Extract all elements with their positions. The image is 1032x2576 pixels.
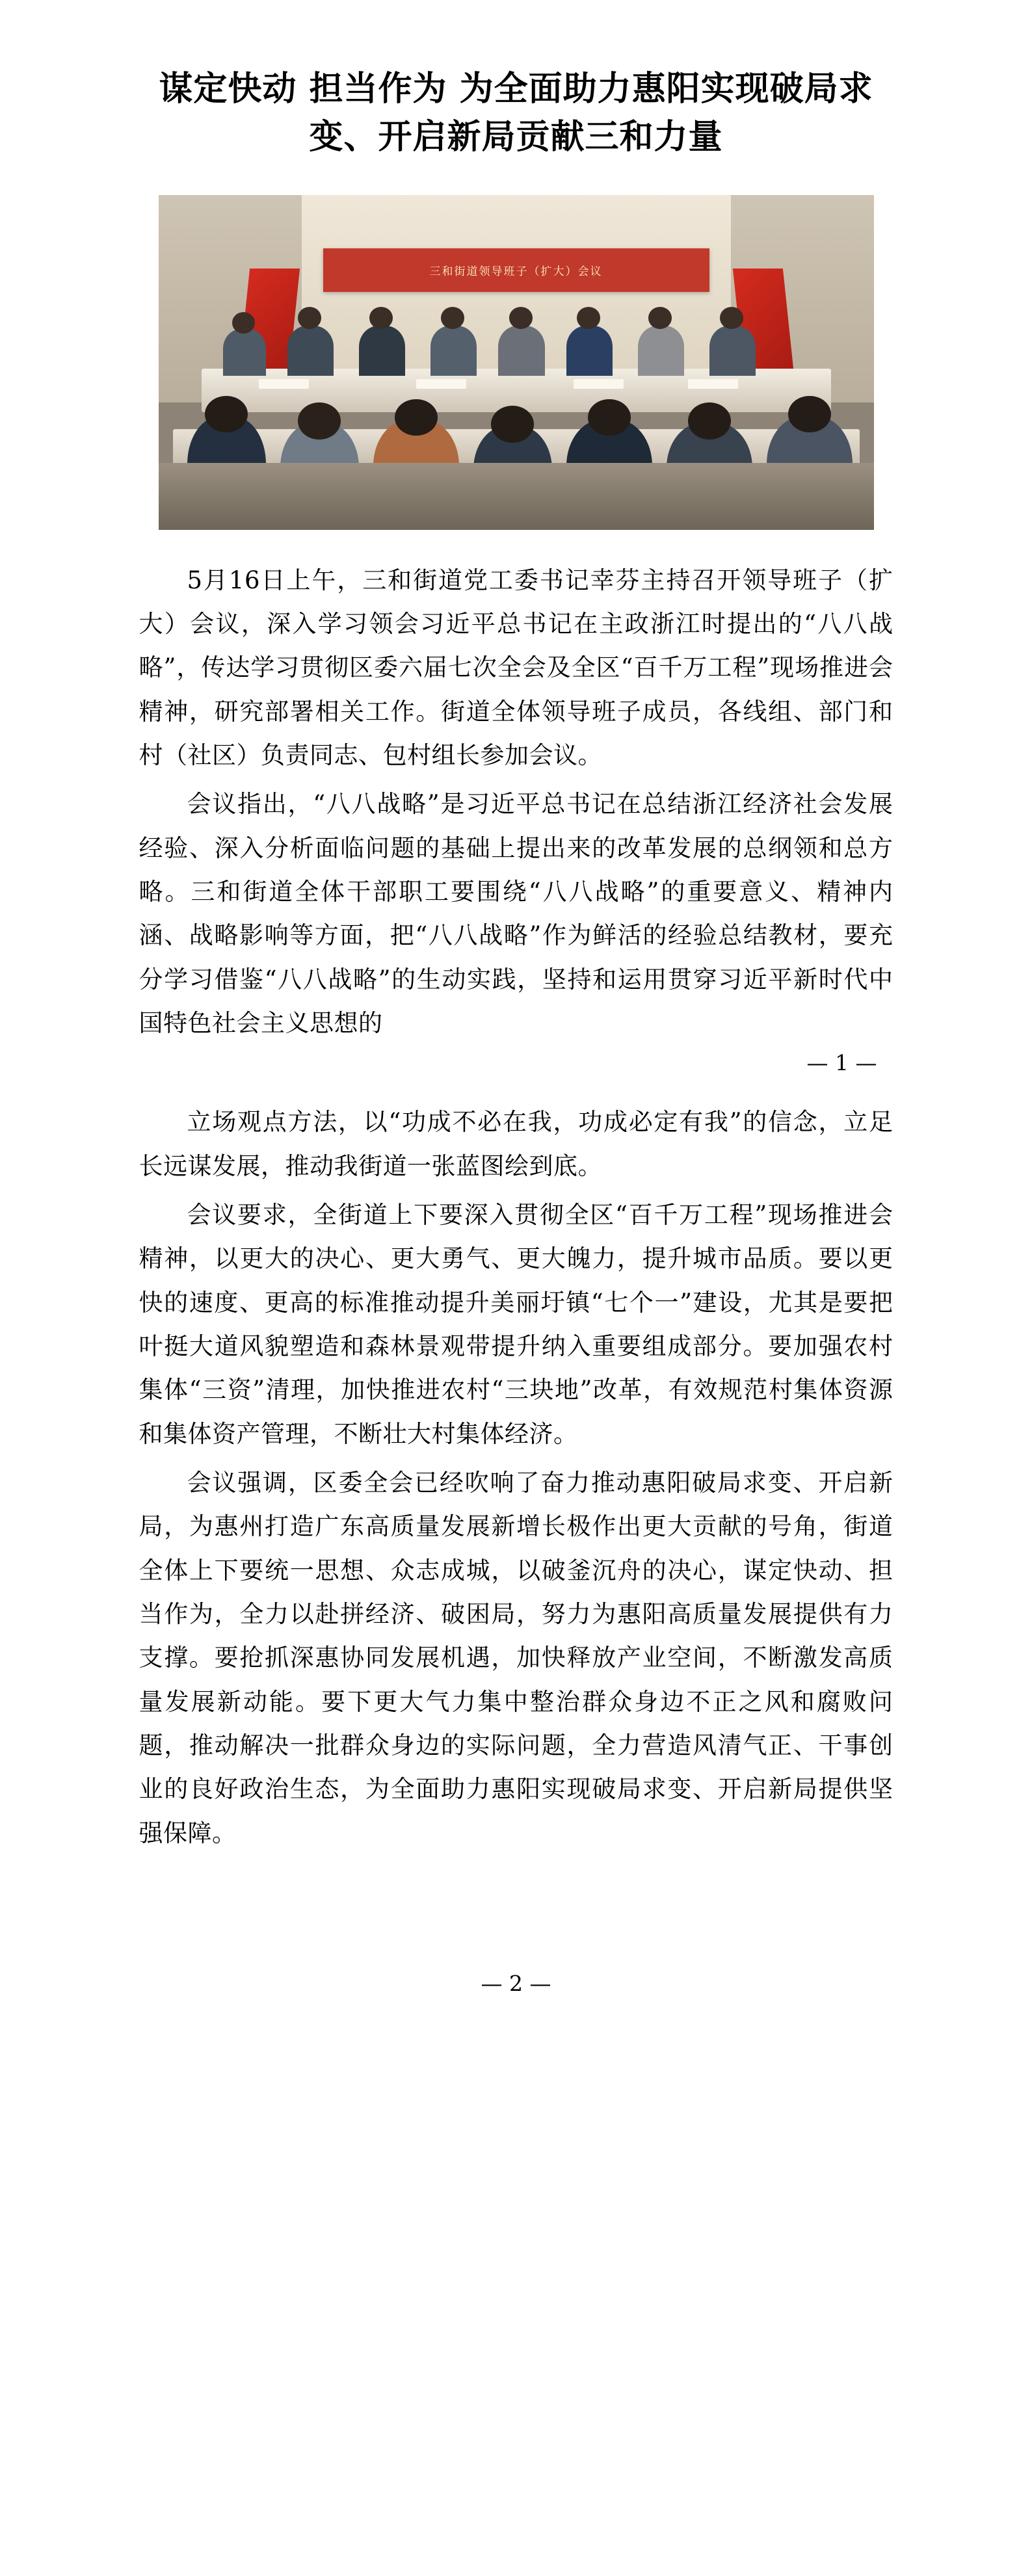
photo-person-head [788,396,831,433]
photo-person-head [588,399,631,436]
photo-person-head [395,399,438,436]
paragraph: 会议要求，全街道上下要深入贯彻全区“百千万工程”现场推进会精神，以更大的决心、更大勇气、更大魄力，提升城市品质。要以更快的速度、更高的标准推动提升美丽圩镇“七个一”建设，尤其是要把叶挺大道风貌塑造和森林景观带提升纳入重要组成部分。要加强农村集体“三资”清理，加快推进农村“三块地”改革，有效规范村集体资源和集体资产管理，不断壮大村集体经济。 [139,1200,893,1448]
paragraph: 立场观点方法，以“功成不必在我，功成必定有我”的信念，立足长远谋发展，推动我街道一张蓝图绘到底。 [139,1108,893,1180]
photo-banner-text: 三和街道领导班子（扩大）会议 [429,265,603,279]
photo-paper [574,379,624,389]
paragraph: 会议强调，区委全会已经吹响了奋力推动惠阳破局求变、开启新局，为惠州打造广东高质量发展新增长极作出更大贡献的号角，街道全体上下要统一思想、众志成城，以破釜沉舟的决心，谋定快动、担当作为，全力以赴拼经济、破困局，努力为惠阳高质量发展提供有力支撑。要抢抓深惠协同发展机遇，加快释放产业空间，不断激发高质量发展新动能。要下更大气力集中整治群众身边不正之风和腐败问题，推动解决一批群众身边的实际问题，全力营造风清气正、干事创业的良好政治生态，为全面助力惠阳实现破局求变、开启新局提供坚强保障。 [139,1468,893,1847]
photo-paper [416,379,466,389]
photo-person-head [298,402,341,440]
photo-person [709,326,756,376]
paragraph: 5月16日上午，三和街道党工委书记幸芬主持召开领导班子（扩大）会议，深入学习领会习近平总书记在主政浙江时提出的“八八战略”，传达学习贯彻区委六届七次全会及全区“百千万工程”现场推进会精神，研究部署相关工作。街道全体领导班子成员，各线组、部门和村（社区）负责同志、包村组长参加会议。 [139,566,893,769]
page-number-1: — 1 — [806,1050,877,1076]
conference-photo [159,195,874,530]
photo-person-head [688,402,731,440]
body-text-block-1 [139,559,893,1045]
photo-person-head [509,307,533,329]
photo-paper [688,379,738,389]
photo-person-head [205,396,248,433]
photo-person [498,326,545,376]
photo-banner [323,248,709,292]
body-text-block-2 [139,1100,893,1855]
photo-paper [259,379,309,389]
page-title: 谋定快动 担当作为 为全面助力惠阳实现破局求变、开启新局贡献三和力量 [159,69,873,157]
photo-person [223,329,266,376]
photo-person [287,326,334,376]
page-number-2: — 2 — [481,1970,551,1996]
photo-container [159,195,874,530]
photo-person [638,326,685,376]
photo-person [359,326,406,376]
document-page [0,65,1032,2032]
photo-person [430,326,477,376]
photo-person-head [491,406,534,443]
photo-person-head [232,312,255,334]
photo-person [566,326,613,376]
photo-floor [159,463,874,530]
paragraph: 会议指出，“八八战略”是习近平总书记在总结浙江经济社会发展经验、深入分析面临问题的基础上提出来的改革发展的总纲领和总方略。三和街道全体干部职工要围绕“八八战略”的重要意义、精神内涵、战略影响等方面，把“八八战略”作为鲜活的经验总结教材，要充分学习借鉴“八八战略”的生动实践，坚持和运用贯穿习近平新时代中国特色社会主义思想的 [139,790,893,1037]
